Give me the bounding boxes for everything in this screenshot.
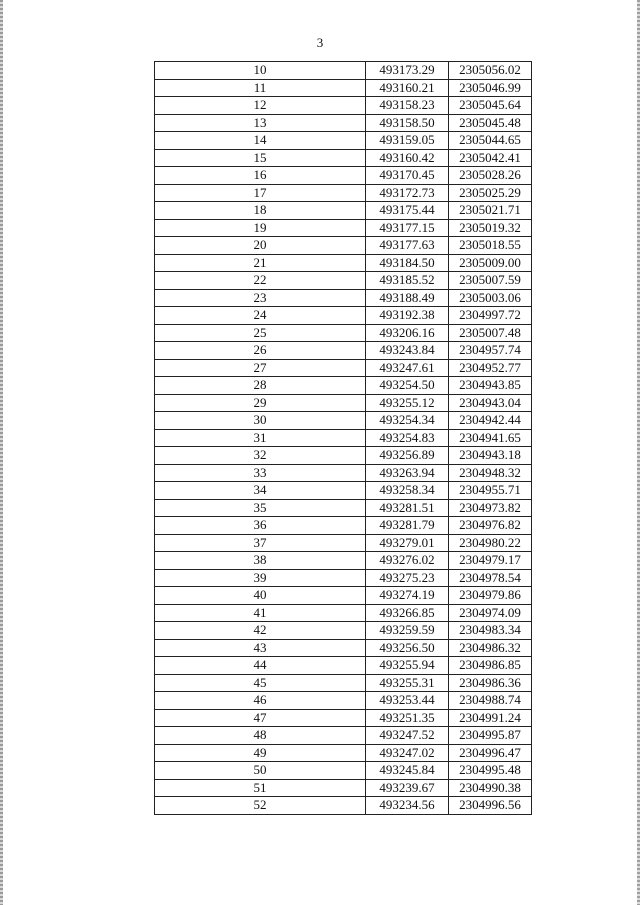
table-row <box>155 254 532 272</box>
x-coordinate-cell: 493160.42 <box>366 149 449 167</box>
table-row <box>155 412 532 430</box>
y-coordinate-cell: 2305009.00 <box>449 254 532 272</box>
point-number-cell: 21 <box>155 254 366 272</box>
y-coordinate-cell: 2305003.06 <box>449 289 532 307</box>
table-row <box>155 534 532 552</box>
y-coordinate-cell: 2304943.04 <box>449 394 532 412</box>
table-row <box>155 482 532 500</box>
point-number-cell: 50 <box>155 762 366 780</box>
point-number-cell: 35 <box>155 499 366 517</box>
x-coordinate-cell: 493255.31 <box>366 674 449 692</box>
x-coordinate-cell: 493281.79 <box>366 517 449 535</box>
x-coordinate-cell: 493255.94 <box>366 657 449 675</box>
table-row <box>155 692 532 710</box>
point-number-cell: 45 <box>155 674 366 692</box>
table-row <box>155 184 532 202</box>
table-row <box>155 779 532 797</box>
point-number-cell: 19 <box>155 219 366 237</box>
y-coordinate-cell: 2305019.32 <box>449 219 532 237</box>
table-row <box>155 79 532 97</box>
y-coordinate-cell: 2305042.41 <box>449 149 532 167</box>
table-row <box>155 569 532 587</box>
y-coordinate-cell: 2305007.48 <box>449 324 532 342</box>
x-coordinate-cell: 493206.16 <box>366 324 449 342</box>
y-coordinate-cell: 2304995.48 <box>449 762 532 780</box>
y-coordinate-cell: 2304976.82 <box>449 517 532 535</box>
y-coordinate-cell: 2304996.56 <box>449 797 532 815</box>
x-coordinate-cell: 493158.50 <box>366 114 449 132</box>
x-coordinate-cell: 493256.50 <box>366 639 449 657</box>
x-coordinate-cell: 493185.52 <box>366 272 449 290</box>
x-coordinate-cell: 493275.23 <box>366 569 449 587</box>
x-coordinate-cell: 493276.02 <box>366 552 449 570</box>
x-coordinate-cell: 493239.67 <box>366 779 449 797</box>
table-row <box>155 324 532 342</box>
table-row <box>155 552 532 570</box>
x-coordinate-cell: 493170.45 <box>366 167 449 185</box>
point-number-cell: 38 <box>155 552 366 570</box>
x-coordinate-cell: 493258.34 <box>366 482 449 500</box>
y-coordinate-cell: 2304980.22 <box>449 534 532 552</box>
y-coordinate-cell: 2304997.72 <box>449 307 532 325</box>
table-row <box>155 622 532 640</box>
table-row <box>155 447 532 465</box>
y-coordinate-cell: 2304991.24 <box>449 709 532 727</box>
y-coordinate-cell: 2304988.74 <box>449 692 532 710</box>
point-number-cell: 42 <box>155 622 366 640</box>
y-coordinate-cell: 2305018.55 <box>449 237 532 255</box>
y-coordinate-cell: 2304957.74 <box>449 342 532 360</box>
y-coordinate-cell: 2304996.47 <box>449 744 532 762</box>
x-coordinate-cell: 493266.85 <box>366 604 449 622</box>
coordinates-table-body <box>155 62 532 815</box>
point-number-cell: 32 <box>155 447 366 465</box>
point-number-cell: 23 <box>155 289 366 307</box>
table-row <box>155 744 532 762</box>
x-coordinate-cell: 493256.89 <box>366 447 449 465</box>
y-coordinate-cell: 2305045.48 <box>449 114 532 132</box>
table-row <box>155 114 532 132</box>
table-row <box>155 727 532 745</box>
x-coordinate-cell: 493245.84 <box>366 762 449 780</box>
point-number-cell: 49 <box>155 744 366 762</box>
point-number-cell: 48 <box>155 727 366 745</box>
point-number-cell: 27 <box>155 359 366 377</box>
table-row <box>155 464 532 482</box>
y-coordinate-cell: 2304974.09 <box>449 604 532 622</box>
point-number-cell: 36 <box>155 517 366 535</box>
x-coordinate-cell: 493281.51 <box>366 499 449 517</box>
point-number-cell: 17 <box>155 184 366 202</box>
x-coordinate-cell: 493177.63 <box>366 237 449 255</box>
table-row <box>155 394 532 412</box>
table-row <box>155 342 532 360</box>
point-number-cell: 44 <box>155 657 366 675</box>
x-coordinate-cell: 493254.50 <box>366 377 449 395</box>
x-coordinate-cell: 493259.59 <box>366 622 449 640</box>
y-coordinate-cell: 2304943.85 <box>449 377 532 395</box>
y-coordinate-cell: 2305007.59 <box>449 272 532 290</box>
y-coordinate-cell: 2305021.71 <box>449 202 532 220</box>
table-row <box>155 272 532 290</box>
table-row <box>155 149 532 167</box>
x-coordinate-cell: 493160.21 <box>366 79 449 97</box>
y-coordinate-cell: 2304948.32 <box>449 464 532 482</box>
y-coordinate-cell: 2304986.36 <box>449 674 532 692</box>
point-number-cell: 12 <box>155 97 366 115</box>
x-coordinate-cell: 493177.15 <box>366 219 449 237</box>
point-number-cell: 41 <box>155 604 366 622</box>
point-number-cell: 13 <box>155 114 366 132</box>
table-row <box>155 797 532 815</box>
point-number-cell: 34 <box>155 482 366 500</box>
point-number-cell: 39 <box>155 569 366 587</box>
point-number-cell: 46 <box>155 692 366 710</box>
x-coordinate-cell: 493175.44 <box>366 202 449 220</box>
y-coordinate-cell: 2304943.18 <box>449 447 532 465</box>
y-coordinate-cell: 2304979.86 <box>449 587 532 605</box>
y-coordinate-cell: 2304983.34 <box>449 622 532 640</box>
table-row <box>155 132 532 150</box>
x-coordinate-cell: 493255.12 <box>366 394 449 412</box>
x-coordinate-cell: 493234.56 <box>366 797 449 815</box>
x-coordinate-cell: 493279.01 <box>366 534 449 552</box>
x-coordinate-cell: 493192.38 <box>366 307 449 325</box>
coordinates-table <box>154 61 532 815</box>
point-number-cell: 33 <box>155 464 366 482</box>
table-row <box>155 62 532 80</box>
point-number-cell: 31 <box>155 429 366 447</box>
point-number-cell: 14 <box>155 132 366 150</box>
point-number-cell: 51 <box>155 779 366 797</box>
point-number-cell: 20 <box>155 237 366 255</box>
point-number-cell: 18 <box>155 202 366 220</box>
x-coordinate-cell: 493247.52 <box>366 727 449 745</box>
x-coordinate-cell: 493274.19 <box>366 587 449 605</box>
y-coordinate-cell: 2304942.44 <box>449 412 532 430</box>
table-row <box>155 604 532 622</box>
x-coordinate-cell: 493251.35 <box>366 709 449 727</box>
table-row <box>155 657 532 675</box>
table-row <box>155 167 532 185</box>
x-coordinate-cell: 493188.49 <box>366 289 449 307</box>
table-row <box>155 219 532 237</box>
point-number-cell: 10 <box>155 62 366 80</box>
point-number-cell: 16 <box>155 167 366 185</box>
point-number-cell: 25 <box>155 324 366 342</box>
point-number-cell: 26 <box>155 342 366 360</box>
x-coordinate-cell: 493263.94 <box>366 464 449 482</box>
table-row <box>155 709 532 727</box>
x-coordinate-cell: 493253.44 <box>366 692 449 710</box>
table-row <box>155 674 532 692</box>
point-number-cell: 29 <box>155 394 366 412</box>
x-coordinate-cell: 493254.34 <box>366 412 449 430</box>
scan-edge-left <box>0 0 3 905</box>
point-number-cell: 37 <box>155 534 366 552</box>
y-coordinate-cell: 2304952.77 <box>449 359 532 377</box>
y-coordinate-cell: 2304979.17 <box>449 552 532 570</box>
y-coordinate-cell: 2305025.29 <box>449 184 532 202</box>
table-row <box>155 639 532 657</box>
point-number-cell: 52 <box>155 797 366 815</box>
table-row <box>155 762 532 780</box>
y-coordinate-cell: 2304990.38 <box>449 779 532 797</box>
x-coordinate-cell: 493184.50 <box>366 254 449 272</box>
x-coordinate-cell: 493247.02 <box>366 744 449 762</box>
x-coordinate-cell: 493247.61 <box>366 359 449 377</box>
point-number-cell: 30 <box>155 412 366 430</box>
table-row <box>155 517 532 535</box>
table-row <box>155 307 532 325</box>
table-row <box>155 499 532 517</box>
x-coordinate-cell: 493254.83 <box>366 429 449 447</box>
page-number: 3 <box>316 35 324 50</box>
x-coordinate-cell: 493158.23 <box>366 97 449 115</box>
point-number-cell: 43 <box>155 639 366 657</box>
y-coordinate-cell: 2305045.64 <box>449 97 532 115</box>
y-coordinate-cell: 2304955.71 <box>449 482 532 500</box>
y-coordinate-cell: 2304978.54 <box>449 569 532 587</box>
table-row <box>155 429 532 447</box>
x-coordinate-cell: 493173.29 <box>366 62 449 80</box>
point-number-cell: 24 <box>155 307 366 325</box>
point-number-cell: 28 <box>155 377 366 395</box>
y-coordinate-cell: 2305028.26 <box>449 167 532 185</box>
point-number-cell: 15 <box>155 149 366 167</box>
y-coordinate-cell: 2305046.99 <box>449 79 532 97</box>
point-number-cell: 47 <box>155 709 366 727</box>
point-number-cell: 40 <box>155 587 366 605</box>
y-coordinate-cell: 2304995.87 <box>449 727 532 745</box>
y-coordinate-cell: 2304986.32 <box>449 639 532 657</box>
table-row <box>155 97 532 115</box>
table-row <box>155 202 532 220</box>
y-coordinate-cell: 2305044.65 <box>449 132 532 150</box>
y-coordinate-cell: 2304986.85 <box>449 657 532 675</box>
point-number-cell: 22 <box>155 272 366 290</box>
y-coordinate-cell: 2305056.02 <box>449 62 532 80</box>
point-number-cell: 11 <box>155 79 366 97</box>
table-row <box>155 289 532 307</box>
y-coordinate-cell: 2304941.65 <box>449 429 532 447</box>
x-coordinate-cell: 493243.84 <box>366 342 449 360</box>
table-row <box>155 377 532 395</box>
x-coordinate-cell: 493172.73 <box>366 184 449 202</box>
table-row <box>155 587 532 605</box>
table-row <box>155 237 532 255</box>
y-coordinate-cell: 2304973.82 <box>449 499 532 517</box>
x-coordinate-cell: 493159.05 <box>366 132 449 150</box>
table-row <box>155 359 532 377</box>
